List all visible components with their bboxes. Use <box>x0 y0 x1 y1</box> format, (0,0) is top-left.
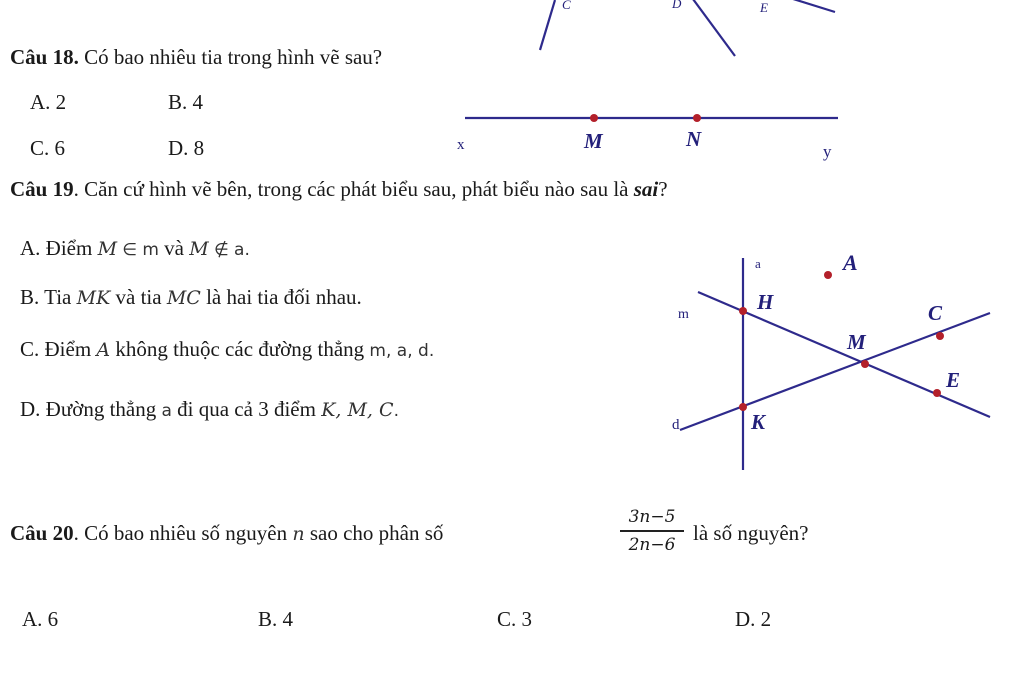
ray-c <box>540 0 555 50</box>
q19-option-d[interactable]: D. Đường thẳng a đi qua cả 3 điểm K, M, C. <box>20 397 399 421</box>
point-n <box>693 114 701 122</box>
q19-option-a[interactable]: A. Điểm M ∈ m và M ∉ a. <box>20 236 250 260</box>
ray-d <box>690 0 735 56</box>
q19-option-c[interactable]: C. Điểm A không thuộc các đường thẳng m, a, d. <box>20 337 435 361</box>
q20-option-d[interactable]: D. 2 <box>735 607 772 631</box>
q18-figure <box>0 0 1024 200</box>
label-m: M <box>584 129 603 153</box>
q18-option-a[interactable]: A. 2 <box>30 90 67 114</box>
label-k: K <box>751 410 766 434</box>
q19-figure <box>660 240 1024 480</box>
label-x: x <box>457 137 465 153</box>
label-d-line: d <box>672 417 680 433</box>
fraction-bar <box>620 530 684 532</box>
point-c <box>936 332 944 340</box>
q19-text-end: ? <box>658 177 668 201</box>
q19-label: Câu 19 <box>10 177 74 201</box>
label-h: H <box>757 290 774 314</box>
denominator: 2n−6 <box>628 534 676 555</box>
label-e: E <box>946 368 961 392</box>
q18-text: Có bao nhiêu tia trong hình vẽ sau? <box>84 45 383 69</box>
line-d <box>680 313 990 430</box>
point-m <box>590 114 598 122</box>
point-k <box>739 403 747 411</box>
q19-option-b[interactable]: B. Tia MK và tia MC là hai tia đối nhau. <box>20 285 362 309</box>
point-m2 <box>861 360 869 368</box>
label-c: C <box>562 0 571 12</box>
q20-option-c[interactable]: C. 3 <box>497 607 533 631</box>
q18-option-b[interactable]: B. 4 <box>168 90 204 114</box>
point-h <box>739 307 747 315</box>
label-a: A <box>843 250 858 275</box>
q20-text-end: là số nguyên? <box>693 521 809 545</box>
label-a-line: a <box>755 256 761 271</box>
label-y: y <box>823 142 832 161</box>
point-a <box>824 271 832 279</box>
label-n: N <box>686 127 702 151</box>
numerator: 3n−5 <box>628 507 676 527</box>
label-e: E <box>760 0 768 15</box>
ray-e <box>790 0 835 12</box>
q20-option-a[interactable]: A. 6 <box>22 607 59 631</box>
q19-emphasis: sai <box>633 177 659 201</box>
label-d: D <box>672 0 682 11</box>
q18-option-c[interactable]: C. 6 <box>30 136 66 160</box>
point-e <box>933 389 941 397</box>
label-m: M <box>847 330 866 354</box>
q19-text: . Căn cứ hình vẽ bên, trong các phát biểu sau, phát biểu nào sau là <box>73 177 634 201</box>
q18-label: Câu 18. <box>10 45 79 69</box>
q18-option-d[interactable]: D. 8 <box>168 136 205 160</box>
q20-label: Câu 20 <box>10 521 74 545</box>
q20-option-b[interactable]: B. 4 <box>258 607 294 631</box>
q20-question: Câu 20. Có bao nhiêu số nguyên n sao cho phân số <box>10 521 444 545</box>
fraction <box>620 507 684 555</box>
q19-question <box>10 179 668 200</box>
label-m-line: m <box>678 307 689 322</box>
label-c: C <box>928 301 943 325</box>
